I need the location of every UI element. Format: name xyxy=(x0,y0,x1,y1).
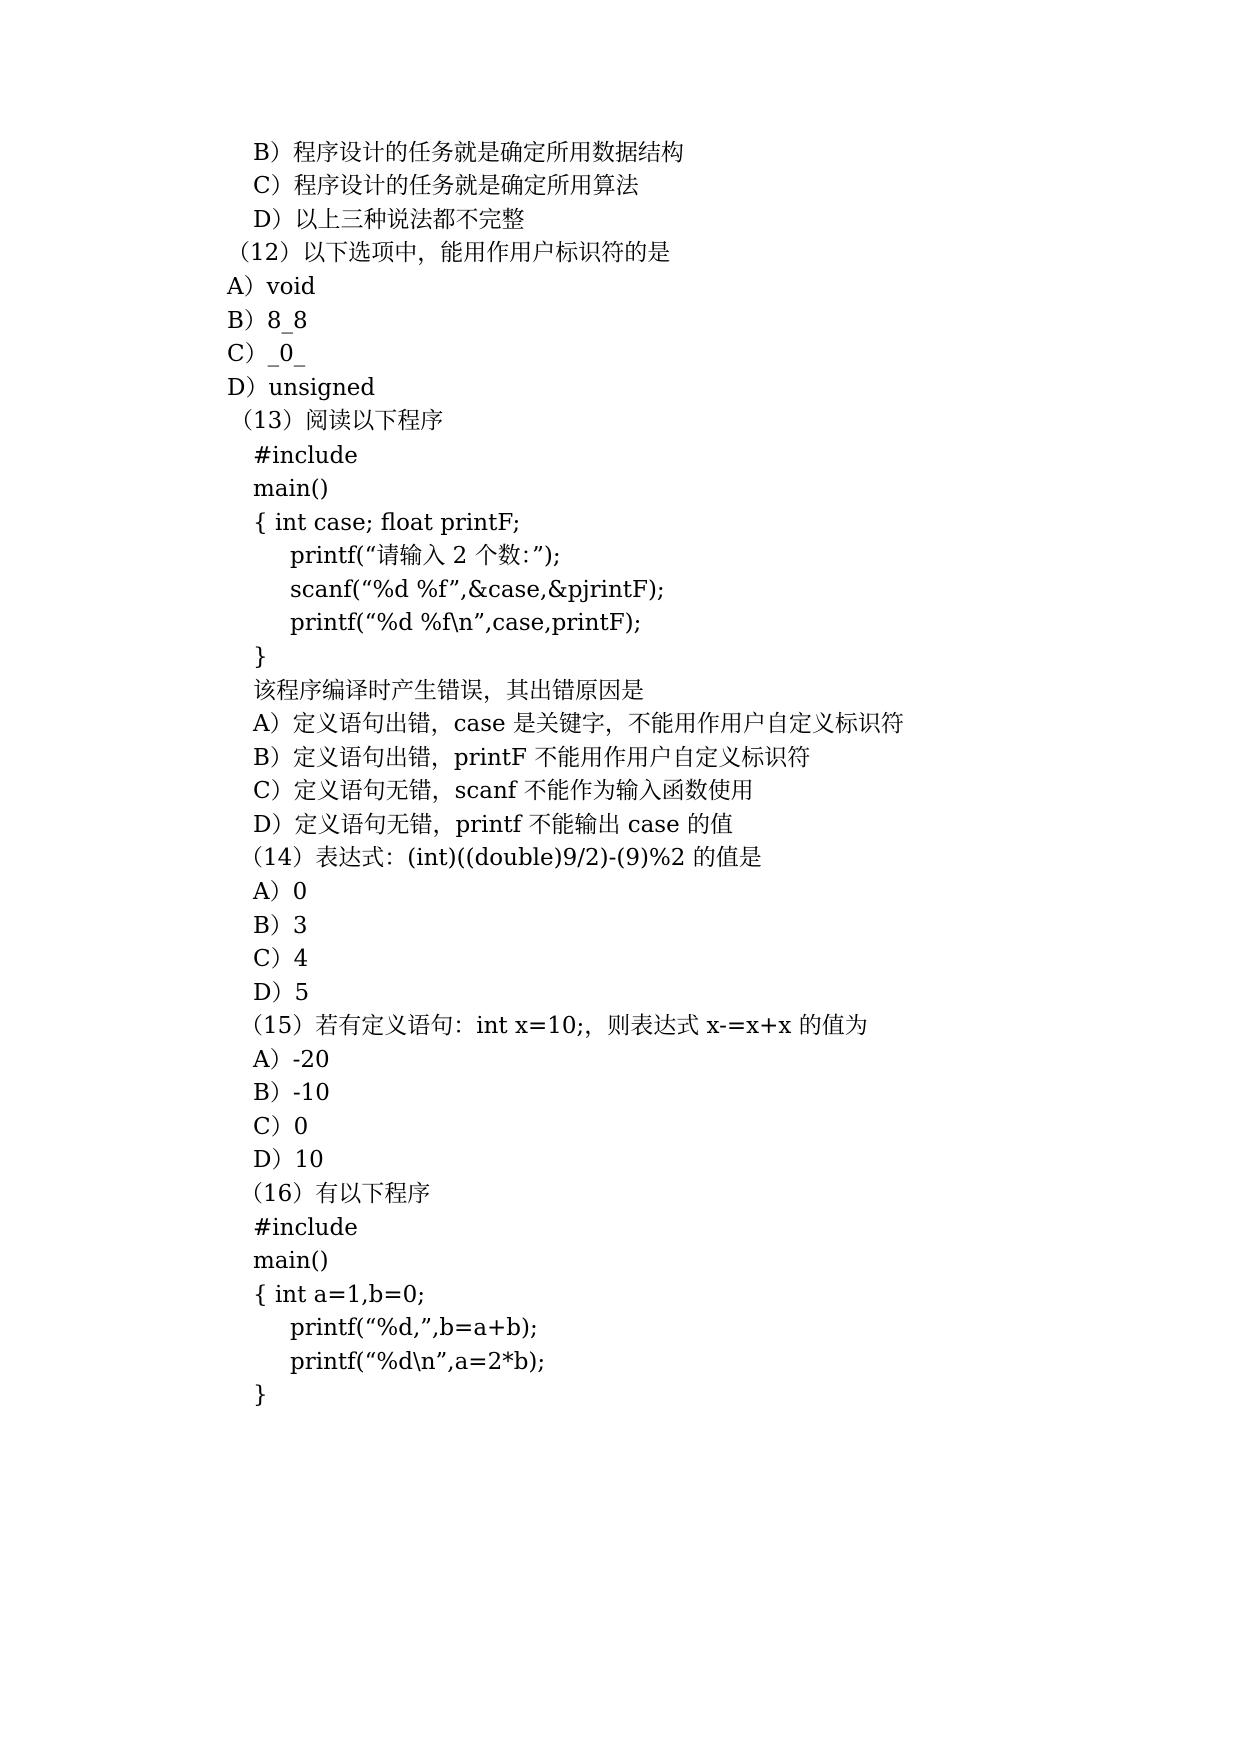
question-12: （12）以下选项中，能用作用户标识符的是 xyxy=(227,240,671,266)
option-a-q13: A）定义语句出错，case 是关键字，不能用作用户自定义标识符 xyxy=(253,711,904,737)
option-c-q12: C）_0_ xyxy=(227,341,306,367)
code-line: scanf(“%d %f”,&case,&pjrintF); xyxy=(290,577,665,603)
question-13: （13）阅读以下程序 xyxy=(230,408,444,434)
code-line: main() xyxy=(253,1248,329,1274)
option-b-q14: B）3 xyxy=(253,913,308,939)
code-line: main() xyxy=(253,476,329,502)
option-d-q13: D）定义语句无错，printf 不能输出 case 的值 xyxy=(253,812,734,838)
code-line: printf(“%d\n”,a=2*b); xyxy=(290,1349,546,1375)
code-line: { int a=1,b=0; xyxy=(253,1282,425,1308)
option-d-q15: D）10 xyxy=(253,1147,324,1173)
option-d-q12: D）unsigned xyxy=(227,375,376,401)
option-b-q11: B）程序设计的任务就是确定所用数据结构 xyxy=(253,140,684,166)
code-line: { int case; float printF; xyxy=(253,510,521,536)
code-line: } xyxy=(253,1382,268,1408)
code-line: #include xyxy=(253,443,358,469)
question-stem: 该程序编译时产生错误，其出错原因是 xyxy=(253,678,644,704)
option-c-q13: C）定义语句无错，scanf 不能作为输入函数使用 xyxy=(253,778,754,804)
option-c-q11: C）程序设计的任务就是确定所用算法 xyxy=(253,173,639,199)
option-c-q15: C）0 xyxy=(253,1114,309,1140)
option-b-q12: B）8_8 xyxy=(227,308,308,334)
option-a-q12: A）void xyxy=(227,274,316,300)
code-line: printf(“请输入 2 个数：”); xyxy=(290,543,561,569)
code-line: printf(“%d,”,b=a+b); xyxy=(290,1315,538,1341)
question-16: （16）有以下程序 xyxy=(240,1181,431,1207)
question-15: （15）若有定义语句：int x=10;，则表达式 x-=x+x 的值为 xyxy=(240,1013,868,1039)
option-c-q14: C）4 xyxy=(253,946,309,972)
option-b-q15: B）-10 xyxy=(253,1080,330,1106)
option-a-q14: A）0 xyxy=(253,879,308,905)
option-d-q11: D）以上三种说法都不完整 xyxy=(253,207,525,233)
question-14: （14）表达式：(int)((double)9/2)-(9)%2 的值是 xyxy=(240,845,762,871)
code-line: printf(“%d %f\n”,case,printF); xyxy=(290,610,642,636)
option-a-q15: A）-20 xyxy=(253,1047,330,1073)
option-b-q13: B）定义语句出错，printF 不能用作用户自定义标识符 xyxy=(253,745,811,771)
option-d-q14: D）5 xyxy=(253,980,310,1006)
code-line: } xyxy=(253,644,268,670)
code-line: #include xyxy=(253,1215,358,1241)
